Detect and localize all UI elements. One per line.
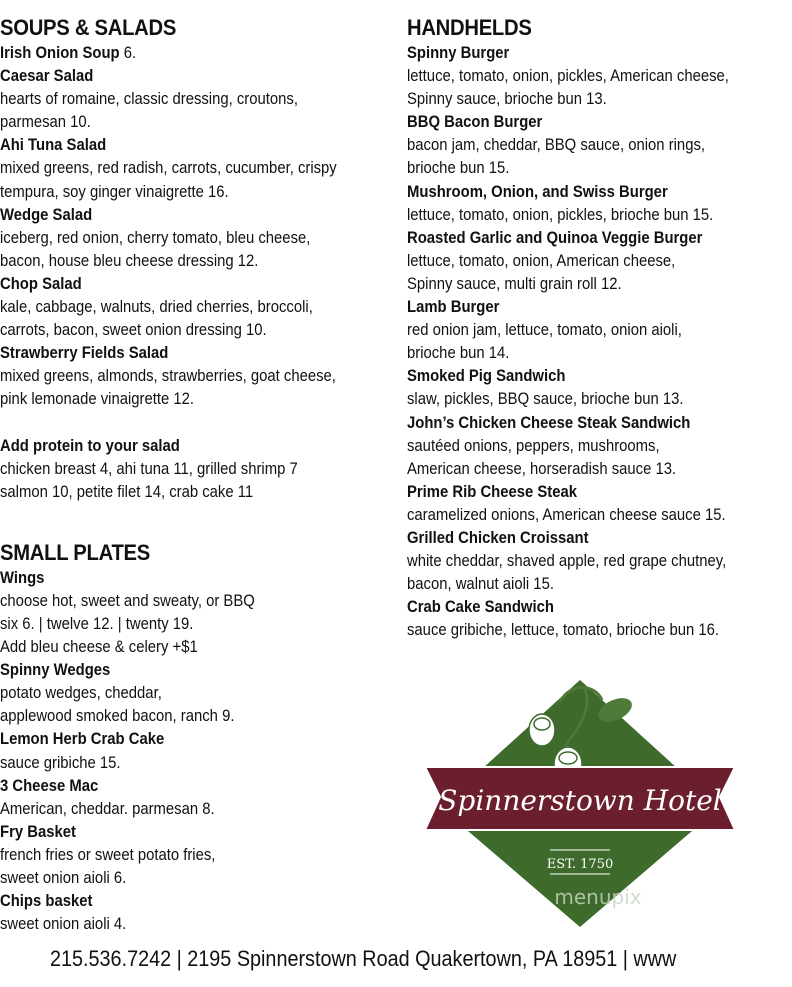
item-description: white cheddar, shaved apple, red grape chutney, <box>407 552 727 571</box>
spinnerstown-hotel-logo <box>420 672 750 932</box>
item-description: pink lemonade vinaigrette 12. <box>0 390 195 409</box>
item-description: carrots, bacon, sweet onion dressing 10. <box>0 321 267 340</box>
item-name: Lamb Burger <box>407 298 500 317</box>
item-name: Chips basket <box>0 892 93 911</box>
item-description: french fries or sweet potato fries, <box>0 845 216 864</box>
item-name: BBQ Bacon Burger <box>407 113 543 132</box>
menu-item-name <box>0 134 351 157</box>
item-description: potato wedges, cheddar, <box>0 684 162 703</box>
logo-name: Spinnerstown Hotel <box>438 784 722 817</box>
item-description: brioche bun 14. <box>407 344 510 363</box>
menu-item-name <box>407 527 754 550</box>
item-description: sauce gribiche, lettuce, tomato, brioche bun 16. <box>407 621 720 640</box>
left-column <box>0 14 390 936</box>
menu-item-name <box>407 296 754 319</box>
item-description: mixed greens, almonds, strawberries, goat cheese, <box>0 367 336 386</box>
item-description: Add bleu cheese & celery +$1 <box>0 638 198 657</box>
handhelds-title: HANDHELDS <box>407 15 532 40</box>
menu-item-name <box>0 273 351 296</box>
menu-item-name <box>0 775 351 798</box>
item-name: Wings <box>0 568 45 587</box>
menu-item-name <box>0 204 351 227</box>
protein-line: salmon 10, petite filet 14, crab cake 11 <box>0 482 254 501</box>
item-description: brioche bun 15. <box>407 159 510 178</box>
menu-item-name <box>0 659 351 682</box>
item-name: Crab Cake Sandwich <box>407 598 554 617</box>
item-description: iceberg, red onion, cherry tomato, bleu cheese, <box>0 228 311 247</box>
item-price: 6. <box>123 44 137 62</box>
menu-item-name <box>0 342 351 365</box>
item-description: sweet onion aioli 6. <box>0 869 127 887</box>
small-plates-title: SMALL PLATES <box>0 539 151 565</box>
item-description: sautéed onions, peppers, mushrooms, <box>407 436 660 455</box>
right-column <box>407 14 792 642</box>
item-description: red onion jam, lettuce, tomato, onion aioli, <box>407 321 682 340</box>
menu-item-name <box>0 821 351 844</box>
item-description: six 6. | twelve 12. | twenty 19. <box>0 614 194 633</box>
item-name: Wedge Salad <box>0 205 93 224</box>
menu-item-name <box>0 567 351 590</box>
menu-item-name <box>407 42 754 65</box>
item-name: Ahi Tuna Salad <box>0 136 107 155</box>
item-description: choose hot, sweet and sweaty, or BBQ <box>0 591 255 610</box>
item-description: parmesan 10. <box>0 113 91 132</box>
item-name: 3 Cheese Mac <box>0 776 99 795</box>
item-description: bacon jam, cheddar, BBQ sauce, onion rings, <box>407 136 706 155</box>
item-description: kale, cabbage, walnuts, dried cherries, broccoli, <box>0 298 313 317</box>
item-name: Mushroom, Onion, and Swiss Burger <box>407 182 668 201</box>
menu-item-name <box>0 65 351 88</box>
logo-est: EST. 1750 <box>546 857 614 872</box>
menu-item-name <box>0 890 351 913</box>
soups-salads-list <box>0 42 390 412</box>
menu-item-name <box>407 181 754 204</box>
item-name: Chop Salad <box>0 274 82 293</box>
item-description: bacon, walnut aioli 15. <box>407 575 554 594</box>
item-name: Prime Rib Cheese Steak <box>407 482 578 501</box>
item-description: lettuce, tomato, onion, pickles, brioche bun 15. <box>407 205 714 224</box>
menu-item-name <box>0 42 351 65</box>
item-description: bacon, house bleu cheese dressing 12. <box>0 251 259 270</box>
watermark: menupix <box>554 885 642 909</box>
item-name: Lemon Herb Crab Cake <box>0 730 165 749</box>
item-name: John’s Chicken Cheese Steak Sandwich <box>407 413 691 432</box>
item-name: Spinny Burger <box>407 44 510 62</box>
item-description: mixed greens, red radish, carrots, cucumber, crispy <box>0 159 337 178</box>
menu-item-name <box>407 111 754 134</box>
item-description: sweet onion aioli 4. <box>0 915 127 934</box>
small-plates-list <box>0 567 390 937</box>
menu-item-name <box>407 596 754 619</box>
item-name: Grilled Chicken Croissant <box>407 528 589 547</box>
item-name: Fry Basket <box>0 822 76 841</box>
item-description: Spinny sauce, multi grain roll 12. <box>407 274 622 293</box>
protein-title: Add protein to your salad <box>0 436 180 455</box>
item-name: Caesar Salad <box>0 67 94 86</box>
menu-item-name <box>0 728 351 751</box>
item-name: Spinny Wedges <box>0 661 111 680</box>
item-description: sauce gribiche 15. <box>0 753 121 772</box>
item-description: American, cheddar. parmesan 8. <box>0 799 215 818</box>
item-description: slaw, pickles, BBQ sauce, brioche bun 13. <box>407 390 684 409</box>
item-description: lettuce, tomato, onion, pickles, American cheese, <box>407 67 729 86</box>
menu-item-name <box>407 227 754 250</box>
menu-item-name <box>407 365 754 388</box>
item-description: caramelized onions, American cheese sauce 15. <box>407 505 726 524</box>
item-description: American cheese, horseradish sauce 13. <box>407 459 677 478</box>
footer-contact: 215.536.7242 | 2195 Spinnerstown Road Quakertown, PA 18951 | www <box>50 946 677 971</box>
item-name: Strawberry Fields Salad <box>0 344 169 363</box>
item-description: applewood smoked bacon, ranch 9. <box>0 707 235 726</box>
item-name: Smoked Pig Sandwich <box>407 367 566 386</box>
item-name: Roasted Garlic and Quinoa Veggie Burger <box>407 228 703 247</box>
protein-line: chicken breast 4, ahi tuna 11, grilled shrimp 7 <box>0 459 298 478</box>
menu-item-name <box>407 481 754 504</box>
menu-item-name <box>407 412 754 435</box>
item-description: tempura, soy ginger vinaigrette 16. <box>0 182 229 201</box>
item-description: Spinny sauce, brioche bun 13. <box>407 90 607 109</box>
item-description: lettuce, tomato, onion, American cheese, <box>407 251 676 270</box>
item-description: hearts of romaine, classic dressing, croutons, <box>0 90 298 109</box>
item-name: Irish Onion Soup <box>0 44 120 62</box>
handhelds-list <box>407 42 792 642</box>
soups-salads-title: SOUPS & SALADS <box>0 15 177 40</box>
